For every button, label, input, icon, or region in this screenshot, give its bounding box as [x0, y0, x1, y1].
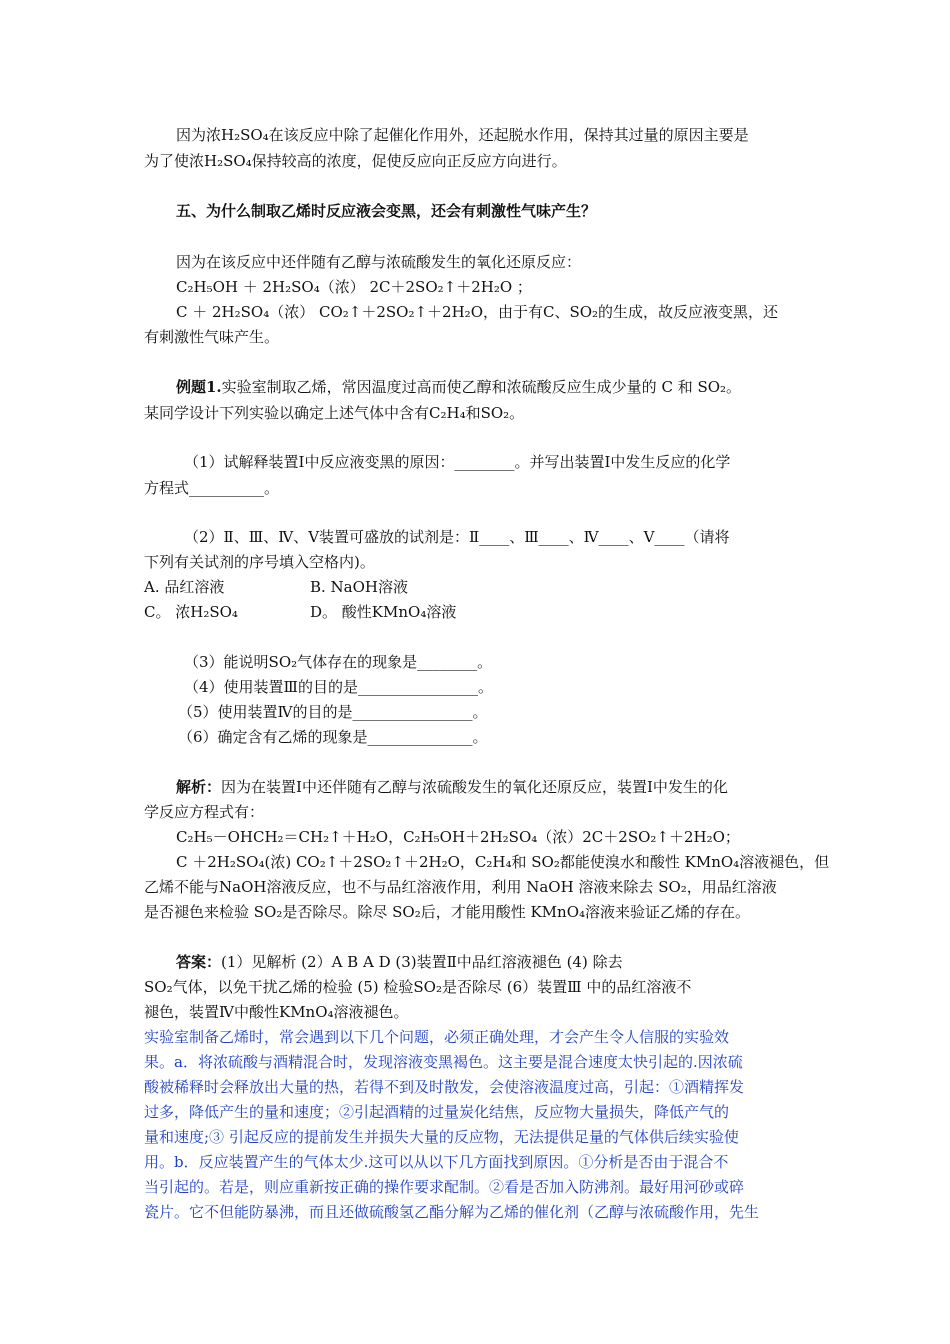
- analysis-equation-1: C₂H₅－OHCH₂＝CH₂↑＋H₂O，C₂H₅OH＋2H₂SO₄（浓）2C＋2SO₂↑＋2H₂O；: [176, 828, 740, 846]
- option-row-1: [144, 574, 812, 600]
- question-1-line-1: （1）试解释装置Ⅰ中反应液变黑的原因：________。并写出装置Ⅰ中发生反应的化学: [184, 453, 731, 471]
- option-b: B. NaOH溶液: [310, 578, 409, 596]
- note-line-6: 用。b．反应装置产生的气体太少.这可以从以下几方面找到原因。①分析是否由于混合不: [144, 1153, 729, 1171]
- answer-text: (1）见解析 (2）A B A D (3)装置Ⅱ中品红溶液褪色 (4) 除去: [221, 953, 623, 971]
- note-line-3: 酸被稀释时会释放出大量的热，若得不到及时散发，会使溶液温度过高，引起：①酒精挥发: [144, 1078, 745, 1096]
- section-5-heading: 五、为什么制取乙烯时反应液会变黑，还会有刺激性气味产生？: [176, 202, 597, 220]
- question-4: （4）使用装置Ⅲ的目的是________________。: [184, 678, 494, 696]
- example-text: 实验室制取乙烯，常因温度过高而使乙醇和浓硫酸反应生成少量的 C 和 SO₂。: [221, 378, 742, 396]
- question-3: （3）能说明SO₂气体存在的现象是________。: [184, 653, 493, 671]
- note-line-5: 量和速度;③ 引起反应的提前发生并损失大量的反应物，无法提供足量的气体供后续实验使: [144, 1128, 739, 1146]
- example-label: 例题1.: [176, 378, 222, 396]
- question-2-line-1: （2）Ⅱ、Ⅲ、Ⅳ、Ⅴ装置可盛放的试剂是：Ⅱ____、Ⅲ____、Ⅳ____、Ⅴ____（请将: [184, 528, 730, 546]
- question-2-line-2: 下列有关试剂的序号填入空格内)。: [144, 553, 375, 571]
- analysis-line-2: 学反应方程式有：: [144, 803, 265, 821]
- analysis-line-5: 乙烯不能与NaOH溶液反应，也不与品红溶液作用，利用 NaOH 溶液来除去 SO₂，用品红溶液: [144, 878, 777, 896]
- example-line-2: 某同学设计下列实验以确定上述气体中含有C₂H₄和SO₂。: [144, 404, 525, 422]
- answer-line-3: 褪色，装置Ⅳ中酸性KMnO₄溶液褪色。: [144, 1003, 409, 1021]
- analysis-line-1: [176, 774, 812, 800]
- answer-label: 答案：: [176, 953, 222, 971]
- question-6: （6）确定含有乙烯的现象是______________。: [178, 728, 488, 746]
- option-row-2: [144, 599, 812, 625]
- note-line-7: 当引起的。若是，则应重新按正确的操作要求配制。②看是否加入防沸剂。最好用河砂或碎: [144, 1178, 745, 1196]
- note-line-8: 瓷片。它不但能防暴沸，而且还做硫酸氢乙酯分解为乙烯的催化剂（乙醇与浓硫酸作用，先生: [144, 1203, 760, 1221]
- answer-line-1: [176, 949, 812, 975]
- section-5-text: 因为在该反应中还伴随有乙醇与浓硫酸发生的氧化还原反应：: [176, 253, 582, 271]
- equation-2: C ＋ 2H₂SO₄（浓） CO₂↑＋2SO₂↑＋2H₂O，由于有C、SO₂的生成，故反应液变黑，还: [176, 303, 779, 321]
- example-line-1: [176, 374, 812, 400]
- question-1-line-2: 方程式__________。: [144, 479, 280, 497]
- question-5: （5）使用装置Ⅳ的目的是________________。: [178, 703, 488, 721]
- analysis-text: 因为在装置Ⅰ中还伴随有乙醇与浓硫酸发生的氧化还原反应，装置Ⅰ中发生的化: [221, 778, 728, 796]
- answer-line-2: SO₂气体，以免干扰乙烯的检验 (5) 检验SO₂是否除尽 (6）装置Ⅲ 中的品红溶液不: [144, 978, 692, 996]
- option-a: A. 品红溶液: [144, 578, 225, 596]
- intro-line-2: 为了使浓H₂SO₄保持较高的浓度，促使反应向正反应方向进行。: [144, 152, 567, 170]
- section-5-conclusion: 有刺激性气味产生。: [144, 328, 280, 346]
- note-line-1: 实验室制备乙烯时，常会遇到以下几个问题，必须正确处理，才会产生令人信服的实验效: [144, 1028, 730, 1046]
- note-line-4: 过多，降低产生的量和速度；②引起酒精的过量炭化结焦，反应物大量损失，降低产气的: [144, 1103, 730, 1121]
- analysis-line-6: 是否褪色来检验 SO₂是否除尽。除尽 SO₂后，才能用酸性 KMnO₄溶液来验证乙烯的存在。: [144, 903, 751, 921]
- analysis-equation-2: C ＋2H₂SO₄(浓) CO₂↑＋2SO₂↑＋2H₂O，C₂H₄和 SO₂都能使溴水和酸性 KMnO₄溶液褪色，但: [176, 853, 830, 871]
- option-c: C。 浓H₂SO₄: [144, 603, 238, 621]
- equation-1: C₂H₅OH ＋ 2H₂SO₄（浓） 2C＋2SO₂↑＋2H₂O ；: [176, 278, 532, 296]
- note-line-2: 果。a．将浓硫酸与酒精混合时，发现溶液变黑褐色。这主要是混合速度太快引起的.因浓硫: [144, 1053, 743, 1071]
- option-d: D。 酸性KMnO₄溶液: [310, 603, 457, 621]
- intro-line-1: 因为浓H₂SO₄在该反应中除了起催化作用外，还起脱水作用，保持其过量的原因主要是: [176, 126, 749, 144]
- analysis-label: 解析：: [176, 778, 222, 796]
